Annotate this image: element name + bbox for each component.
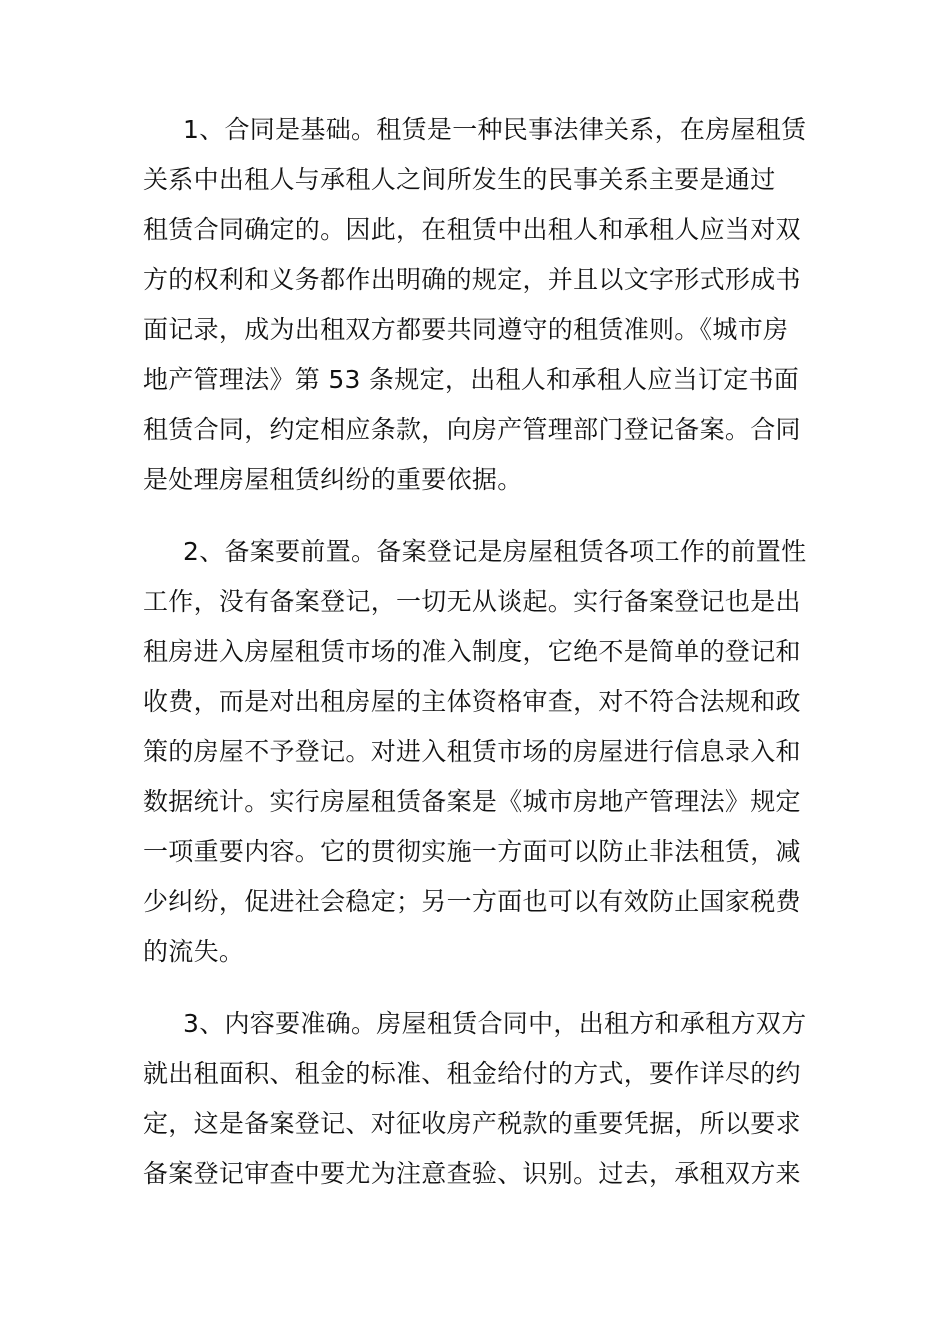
text-line: 策的房屋不予登记。对进入租赁市场的房屋进行信息录入和	[143, 737, 801, 766]
text-line: 租房进入房屋租赁市场的准入制度，它绝不是简单的登记和	[143, 637, 801, 666]
paragraph-content-accuracy	[143, 999, 843, 1199]
text-line: 数据统计。实行房屋租赁备案是《城市房地产管理法》规定	[143, 787, 801, 816]
text-line: 的流失。	[143, 937, 245, 966]
text-line: 工作，没有备案登记，一切无从谈起。实行备案登记也是出	[143, 587, 801, 616]
text-line: 备案登记审查中要尤为注意查验、识别。过去，承租双方来	[143, 1159, 801, 1188]
text-line: 租赁合同，约定相应条款，向房产管理部门登记备案。合同	[143, 415, 801, 444]
text-line: 就出租面积、租金的标准、租金给付的方式，要作详尽的约	[143, 1059, 801, 1088]
text-line: 定，这是备案登记、对征收房产税款的重要凭据，所以要求	[143, 1109, 801, 1138]
paragraph-filing-first	[143, 527, 843, 977]
text-line: 1、合同是基础。租赁是一种民事法律关系，在房屋租赁	[183, 115, 807, 144]
text-line: 少纠纷，促进社会稳定；另一方面也可以有效防止国家税费	[143, 887, 801, 916]
text-line: 一项重要内容。它的贯彻实施一方面可以防止非法租赁，减	[143, 837, 801, 866]
text-line: 地产管理法》第 53 条规定，出租人和承租人应当订定书面	[143, 365, 800, 394]
text-line: 2、备案要前置。备案登记是房屋租赁各项工作的前置性	[183, 537, 807, 566]
document-body	[143, 105, 843, 1221]
text-line: 关系中出租人与承租人之间所发生的民事关系主要是通过	[143, 165, 776, 194]
text-line: 租赁合同确定的。因此，在租赁中出租人和承租人应当对双	[143, 215, 801, 244]
text-line: 方的权利和义务都作出明确的规定，并且以文字形式形成书	[143, 265, 801, 294]
paragraph-contract-basis	[143, 105, 843, 505]
text-line: 面记录，成为出租双方都要共同遵守的租赁准则。《城市房	[143, 315, 789, 344]
text-line: 收费，而是对出租房屋的主体资格审查，对不符合法规和政	[143, 687, 801, 716]
text-line: 是处理房屋租赁纠纷的重要依据。	[143, 465, 523, 494]
text-line: 3、内容要准确。房屋租赁合同中，出租方和承租方双方	[183, 1009, 807, 1038]
